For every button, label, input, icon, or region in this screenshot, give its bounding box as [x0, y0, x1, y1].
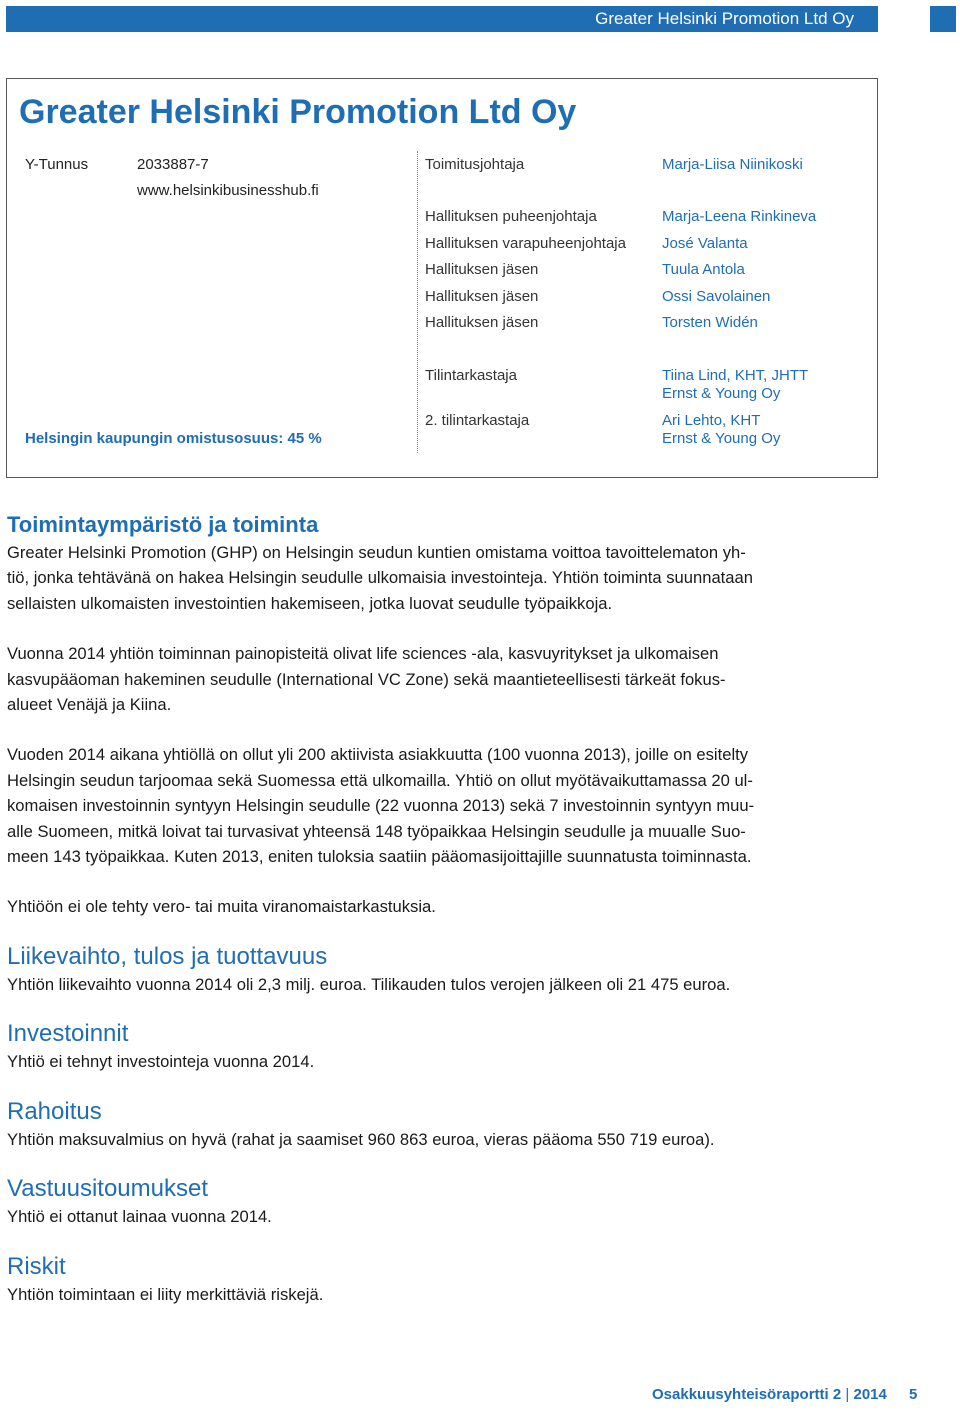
website-link[interactable]: www.helsinkibusinesshub.fi [137, 182, 319, 199]
report-content [7, 510, 883, 1307]
header-square [930, 6, 956, 32]
paragraph-toiminta-4: Yhtiöön ei ole tehty vero- tai muita viranomaistarkastuksia. [7, 897, 436, 917]
role-chair: Hallituksen puheenjohtaja [425, 208, 597, 225]
business-id-label: Y-Tunnus [25, 156, 89, 173]
footer-separator: | [845, 1386, 850, 1403]
section-heading-liikevaihto: Liikevaihto, tulos ja tuottavuus [7, 942, 328, 970]
person-chair: Marja-Leena Rinkineva [662, 208, 817, 225]
paragraph-riskit: Yhtiön toimintaan ei liity merkittäviä riskejä. [7, 1284, 324, 1304]
role-board-member: Hallituksen jäsen [425, 314, 539, 331]
second-auditor-firm: Ernst & Young Oy [662, 430, 781, 447]
section-heading-rahoitus: Rahoitus [7, 1097, 102, 1125]
role-auditor: Tilintarkastaja [425, 367, 517, 384]
page-number: 5 [909, 1386, 918, 1403]
auditor-firm: Ernst & Young Oy [662, 385, 781, 402]
section-heading-vastuusitoumukset: Vastuusitoumukset [7, 1175, 208, 1203]
paragraph-rahoitus: Yhtiön maksuvalmius on hyvä (rahat ja saamiset 960 863 euroa, vieras pääoma 550 719 euroa). [7, 1129, 715, 1149]
role-board-member: Hallituksen jäsen [425, 288, 539, 305]
company-title: Greater Helsinki Promotion Ltd Oy [19, 93, 577, 131]
header-title: Greater Helsinki Promotion Ltd Oy [595, 9, 854, 28]
section-heading-riskit: Riskit [7, 1252, 66, 1280]
person-second-auditor: Ari Lehto, KHT [662, 412, 761, 429]
person-ceo: Marja-Liisa Niinikoski [662, 156, 803, 173]
column-divider [417, 151, 418, 453]
role-vice-chair: Hallituksen varapuheenjohtaja [425, 235, 626, 252]
paragraph-toiminta-3: Vuoden 2014 aikana yhtiöllä on ollut yli 200 aktiivista asiakkuutta (100 vuonna 2013), joille on esitelty Helsingin seudun tarjoomaa sekä Suomessa että ulkomailla. Yhtiö on ollut myötävaikuttamassa 20 ul- komaisen investoinnin syntyyn Helsingin seudulle (22 vuonna 2013) sekä 7 investoinnin syntyyn muu- alle Suomeen, mitkä loivat tai turvasivat yhteensä 148 työpaikkaa Helsingin seudulle ja muualle Suo- meen 143 työpaikkaa. Kuten 2013, eniten tuloksia saatiin pääomasijoittajille suunnatusta toiminnasta. [7, 745, 755, 867]
role-board-member: Hallituksen jäsen [425, 261, 539, 278]
footer-report-title: Osakkuusyhteisöraportti 2 [652, 1386, 842, 1403]
person-board-member: Tuula Antola [662, 261, 745, 278]
business-id: 2033887-7 [137, 156, 209, 173]
person-vice-chair: José Valanta [662, 235, 748, 252]
role-second-auditor: 2. tilintarkastaja [425, 412, 530, 429]
header-bar [6, 6, 878, 32]
footer-year: 2014 [853, 1386, 887, 1403]
paragraph-liikevaihto: Yhtiön liikevaihto vuonna 2014 oli 2,3 milj. euroa. Tilikauden tulos verojen jälkeen oli 21 475 euroa. [7, 974, 731, 994]
section-heading-toiminta: Toimintaympäristö ja toiminta [7, 512, 319, 537]
person-board-member: Ossi Savolainen [662, 288, 771, 305]
paragraph-vastuusitoumukset: Yhtiö ei ottanut lainaa vuonna 2014. [7, 1207, 272, 1227]
city-ownership-share: Helsingin kaupungin omistusosuus: 45 % [25, 430, 322, 447]
person-board-member: Torsten Widén [662, 314, 758, 331]
section-heading-investoinnit: Investoinnit [7, 1020, 129, 1048]
page-footer [652, 1386, 917, 1403]
paragraph-toiminta-2: Vuonna 2014 yhtiön toiminnan painopisteitä olivat life sciences -ala, kasvuyritykset ja ulkomaisen kasvupääoman hakeminen seudulle (International VC Zone) sekä maantieteellisesti tärkeät fokus- alueet Venäjä ja Kiina. [7, 644, 726, 715]
person-auditor: Tiina Lind, KHT, JHTT [662, 367, 809, 384]
company-info-box [6, 78, 878, 478]
paragraph-toiminta-1: Greater Helsinki Promotion (GHP) on Helsingin seudun kuntien omistama voittoa tavoittelematon yh- tiö, jonka tehtävänä on hakea Helsingin seudulle ulkomaisia investointeja. Yhtiön toiminta suunnataan sellaisten ulkomaisten investointien hakemiseen, jotka luovat seudulle työpaikkoja. [7, 543, 753, 613]
role-ceo: Toimitusjohtaja [425, 156, 525, 173]
paragraph-investoinnit: Yhtiö ei tehnyt investointeja vuonna 2014. [7, 1052, 315, 1072]
